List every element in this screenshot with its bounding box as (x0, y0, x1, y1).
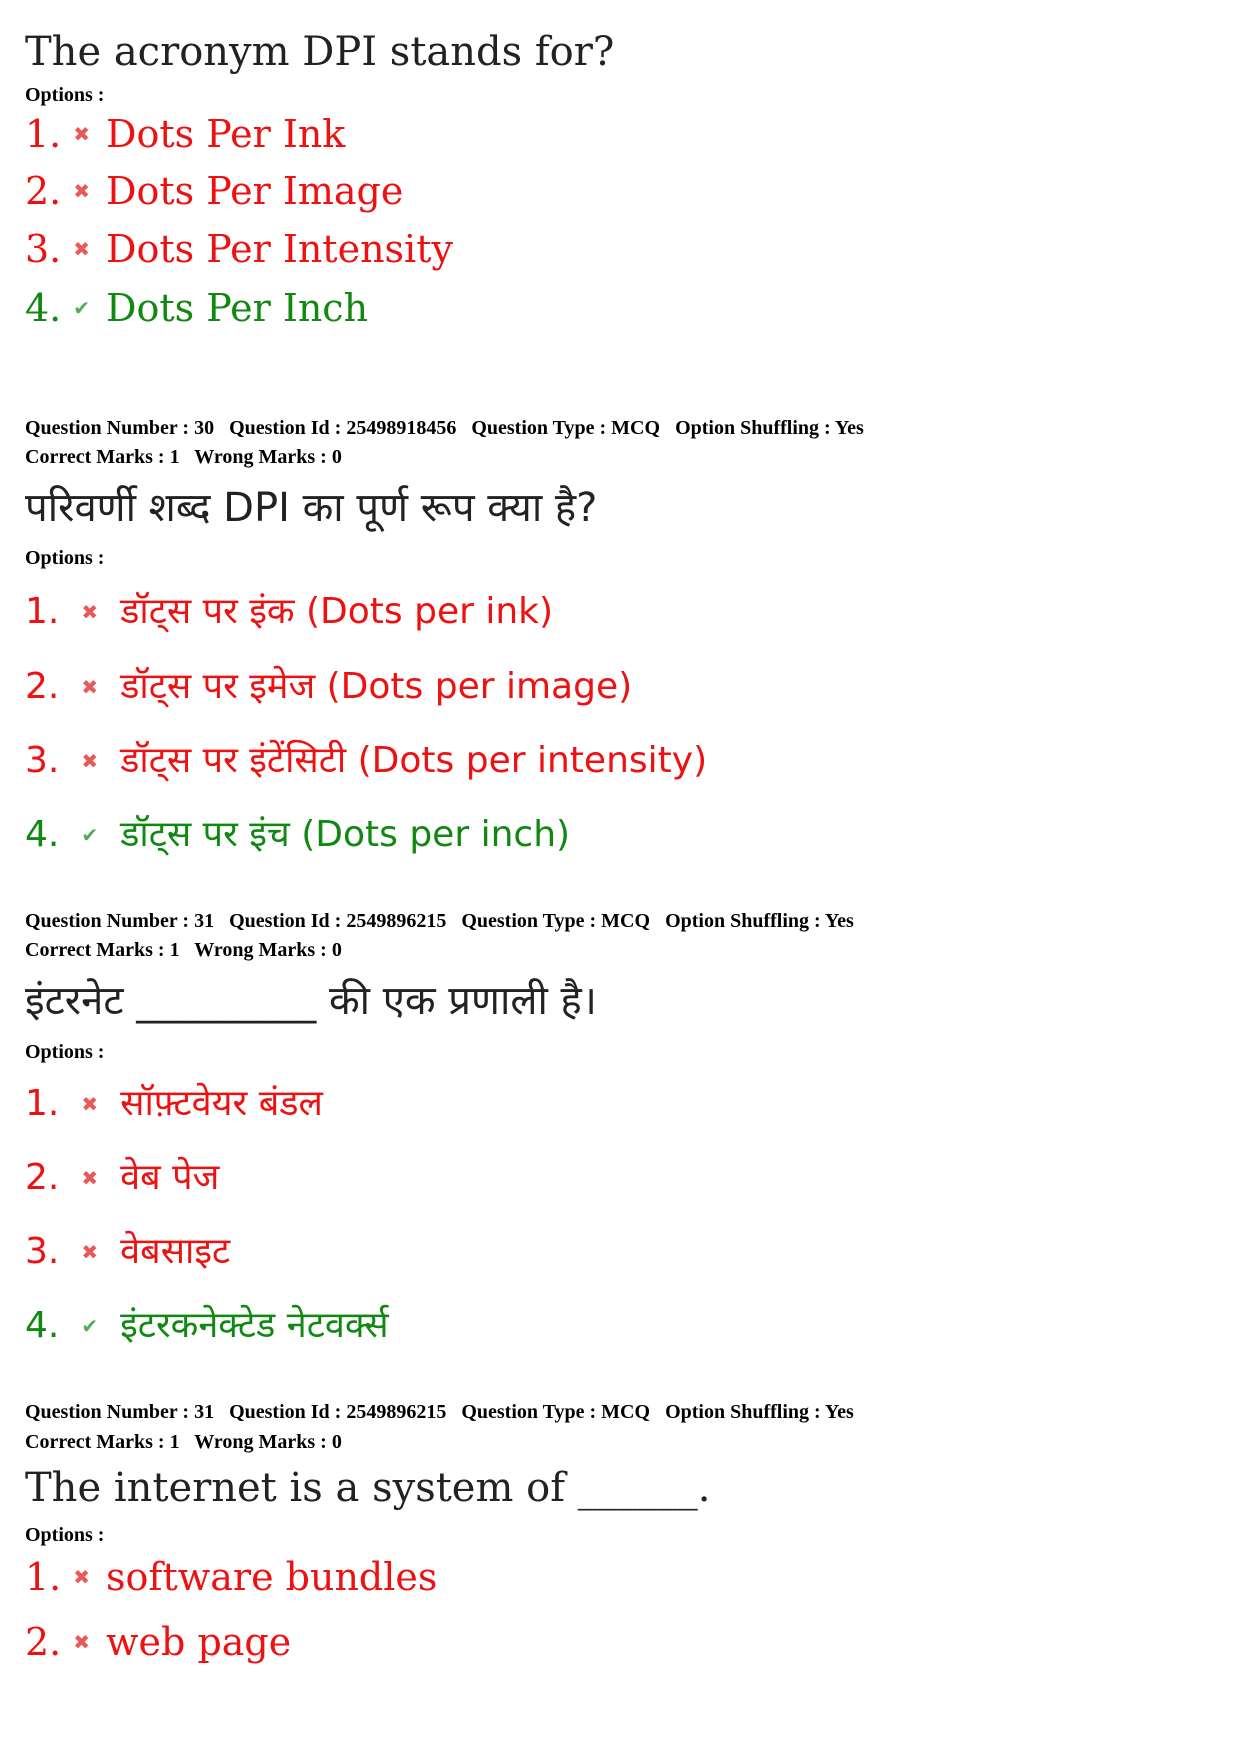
option-text: वेब पेज (120, 1157, 220, 1198)
wrong-marks: Wrong Marks : 0 (194, 939, 342, 961)
cross-icon: ✖ (73, 237, 91, 261)
question-text: इंटरनेट _________ की एक प्रणाली है। (25, 978, 597, 1024)
cross-icon: ✖ (73, 1565, 91, 1589)
question-type: Question Type : MCQ (471, 417, 661, 439)
question-text: The acronym DPI stands for? (25, 29, 615, 75)
wrong-marks: Wrong Marks : 0 (194, 446, 342, 468)
check-icon: ✔ (73, 296, 91, 320)
option-item (25, 227, 453, 271)
question-id: Question Id : 25498918456 (229, 417, 457, 439)
option-number: 4. (25, 286, 62, 330)
question-type: Question Type : MCQ (461, 1401, 651, 1423)
option-item (25, 1083, 323, 1124)
option-item-correct (25, 814, 571, 855)
option-text: डॉट्स पर इंक (Dots per ink) (120, 591, 554, 632)
option-item-correct (25, 1305, 389, 1346)
question-type: Question Type : MCQ (461, 910, 651, 932)
option-text: Dots Per Image (106, 169, 404, 213)
option-text: web page (106, 1620, 292, 1664)
question-id: Question Id : 2549896215 (229, 1401, 447, 1423)
cross-icon: ✖ (81, 1166, 99, 1190)
option-item (25, 1157, 220, 1198)
cross-icon: ✖ (81, 1240, 99, 1264)
correct-marks: Correct Marks : 1 (25, 939, 180, 961)
option-shuffling: Option Shuffling : Yes (665, 910, 854, 932)
question-text: The internet is a system of ______. (25, 1465, 711, 1511)
option-item (25, 169, 404, 213)
option-text: Dots Per Ink (106, 112, 346, 156)
option-item (25, 666, 633, 707)
option-text: सॉफ़्टवेयर बंडल (120, 1083, 323, 1124)
question-meta-line (25, 418, 864, 438)
options-label: Options : (25, 547, 105, 569)
correct-marks: Correct Marks : 1 (25, 446, 180, 468)
option-number: 2. (25, 1157, 60, 1198)
option-shuffling: Option Shuffling : Yes (675, 417, 864, 439)
option-text: डॉट्स पर इमेज (Dots per image) (120, 666, 633, 707)
option-shuffling: Option Shuffling : Yes (665, 1401, 854, 1423)
option-text: Dots Per Inch (106, 286, 369, 330)
cross-icon: ✖ (73, 1630, 91, 1654)
question-id: Question Id : 2549896215 (229, 910, 447, 932)
question-marks-line (25, 1432, 342, 1452)
question-meta-line (25, 1402, 854, 1422)
cross-icon: ✖ (81, 600, 99, 624)
check-icon: ✔ (81, 823, 99, 847)
question-number: Question Number : 30 (25, 417, 215, 439)
option-item (25, 1231, 231, 1272)
option-number: 2. (25, 666, 60, 707)
check-icon: ✔ (81, 1314, 99, 1338)
cross-icon: ✖ (81, 1092, 99, 1116)
question-marks-line (25, 940, 342, 960)
option-text: डॉट्स पर इंटेंसिटी (Dots per intensity) (120, 740, 708, 781)
question-number: Question Number : 31 (25, 910, 215, 932)
options-label: Options : (25, 1041, 105, 1063)
option-number: 2. (25, 1620, 62, 1664)
options-label: Options : (25, 1524, 105, 1546)
cross-icon: ✖ (81, 675, 99, 699)
option-number: 4. (25, 1305, 60, 1346)
question-meta-line (25, 911, 854, 931)
option-item (25, 1620, 292, 1664)
option-number: 3. (25, 227, 62, 271)
option-item (25, 591, 554, 632)
option-number: 4. (25, 814, 60, 855)
option-text: वेबसाइट (120, 1231, 231, 1272)
options-label: Options : (25, 84, 105, 106)
option-item (25, 740, 708, 781)
question-number: Question Number : 31 (25, 1401, 215, 1423)
cross-icon: ✖ (73, 122, 91, 146)
option-text: software bundles (106, 1555, 438, 1599)
wrong-marks: Wrong Marks : 0 (194, 1431, 342, 1453)
question-text: परिवर्णी शब्द DPI का पूर्ण रूप क्या है? (25, 485, 598, 531)
option-number: 3. (25, 1231, 60, 1272)
option-text: इंटरकनेक्टेड नेटवर्क्स (120, 1305, 389, 1346)
question-marks-line (25, 447, 342, 467)
option-number: 3. (25, 740, 60, 781)
option-item (25, 112, 346, 156)
option-number: 1. (25, 591, 60, 632)
cross-icon: ✖ (81, 749, 99, 773)
option-text: डॉट्स पर इंच (Dots per inch) (120, 814, 571, 855)
option-number: 1. (25, 1083, 60, 1124)
option-number: 1. (25, 1555, 62, 1599)
correct-marks: Correct Marks : 1 (25, 1431, 180, 1453)
option-item-correct (25, 286, 369, 330)
cross-icon: ✖ (73, 179, 91, 203)
option-item (25, 1555, 438, 1599)
option-number: 2. (25, 169, 62, 213)
option-text: Dots Per Intensity (106, 227, 453, 271)
option-number: 1. (25, 112, 62, 156)
